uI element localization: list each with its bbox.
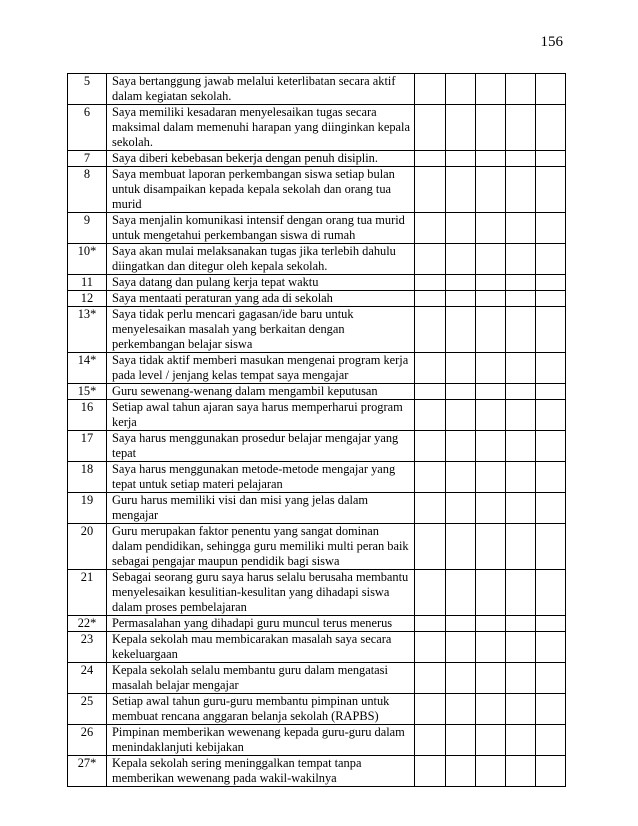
response-cell[interactable] <box>476 524 506 570</box>
item-statement: Saya menjalin komunikasi intensif dengan orang tua murid untuk mengetahui perkembangan siswa di rumah <box>107 213 415 244</box>
response-cell[interactable] <box>536 756 566 787</box>
response-cell[interactable] <box>446 244 476 275</box>
response-cell[interactable] <box>476 275 506 291</box>
response-cell[interactable] <box>506 353 536 384</box>
table-row <box>68 462 566 493</box>
response-cell[interactable] <box>536 524 566 570</box>
table-row <box>68 570 566 616</box>
response-cell[interactable] <box>446 167 476 213</box>
item-statement: Saya mentaati peraturan yang ada di sekolah <box>107 291 415 307</box>
table-row <box>68 616 566 632</box>
item-statement: Kepala sekolah sering meninggalkan tempat tanpa memberikan wewenang pada wakil-wakilnya <box>107 756 415 787</box>
response-cell[interactable] <box>476 151 506 167</box>
table-row <box>68 105 566 151</box>
response-cell[interactable] <box>506 384 536 400</box>
response-cell[interactable] <box>476 307 506 353</box>
response-cell[interactable] <box>446 307 476 353</box>
response-cell[interactable] <box>536 431 566 462</box>
response-cell[interactable] <box>506 725 536 756</box>
response-cell[interactable] <box>506 105 536 151</box>
item-statement: Saya memiliki kesadaran menyelesaikan tugas secara maksimal dalam memenuhi harapan yang diinginkan kepala sekolah. <box>107 105 415 151</box>
item-statement: Saya akan mulai melaksanakan tugas jika terlebih dahulu diingatkan dan ditegur oleh kepala sekolah. <box>107 244 415 275</box>
response-cell[interactable] <box>476 384 506 400</box>
table-row <box>68 384 566 400</box>
item-number: 16 <box>68 400 107 431</box>
table-row <box>68 400 566 431</box>
response-cell[interactable] <box>536 400 566 431</box>
table-row <box>68 431 566 462</box>
item-statement: Sebagai seorang guru saya harus selalu berusaha membantu menyelesaikan kesulitian-kesulitan yang dihadapi siswa dalam proses pembelajaran <box>107 570 415 616</box>
response-cell[interactable] <box>536 74 566 105</box>
response-cell[interactable] <box>415 384 446 400</box>
response-cell[interactable] <box>476 663 506 694</box>
response-cell[interactable] <box>415 524 446 570</box>
response-cell[interactable] <box>415 213 446 244</box>
response-cell[interactable] <box>415 244 446 275</box>
item-statement: Guru merupakan faktor penentu yang sangat dominan dalam pendidikan, sehingga guru memiliki multi peran baik sebagai pengajar maupun pendidik bagi siswa <box>107 524 415 570</box>
response-cell[interactable] <box>536 570 566 616</box>
table-row <box>68 167 566 213</box>
response-cell[interactable] <box>415 756 446 787</box>
response-cell[interactable] <box>476 632 506 663</box>
response-cell[interactable] <box>506 616 536 632</box>
response-cell[interactable] <box>415 725 446 756</box>
table-row <box>68 756 566 787</box>
response-cell[interactable] <box>536 105 566 151</box>
response-cell[interactable] <box>446 291 476 307</box>
response-cell[interactable] <box>536 151 566 167</box>
response-cell[interactable] <box>415 431 446 462</box>
response-cell[interactable] <box>446 105 476 151</box>
response-cell[interactable] <box>506 493 536 524</box>
item-number: 10* <box>68 244 107 275</box>
table-row <box>68 694 566 725</box>
response-cell[interactable] <box>446 353 476 384</box>
response-cell[interactable] <box>536 694 566 725</box>
item-number: 23 <box>68 632 107 663</box>
item-number: 27* <box>68 756 107 787</box>
response-cell[interactable] <box>536 353 566 384</box>
response-cell[interactable] <box>476 694 506 725</box>
table-row <box>68 291 566 307</box>
item-number: 21 <box>68 570 107 616</box>
response-cell[interactable] <box>536 725 566 756</box>
item-number: 13* <box>68 307 107 353</box>
response-cell[interactable] <box>415 353 446 384</box>
item-statement: Setiap awal tahun guru-guru membantu pimpinan untuk membuat rencana anggaran belanja sekolah (RAPBS) <box>107 694 415 725</box>
response-cell[interactable] <box>415 694 446 725</box>
response-cell[interactable] <box>536 167 566 213</box>
response-cell[interactable] <box>476 725 506 756</box>
item-number: 8 <box>68 167 107 213</box>
response-cell[interactable] <box>415 275 446 291</box>
item-statement: Saya diberi kebebasan bekerja dengan penuh disiplin. <box>107 151 415 167</box>
response-cell[interactable] <box>506 291 536 307</box>
response-cell[interactable] <box>536 307 566 353</box>
response-cell[interactable] <box>476 462 506 493</box>
response-cell[interactable] <box>446 431 476 462</box>
response-cell[interactable] <box>476 570 506 616</box>
response-cell[interactable] <box>476 400 506 431</box>
item-number: 18 <box>68 462 107 493</box>
response-cell[interactable] <box>506 167 536 213</box>
response-cell[interactable] <box>476 213 506 244</box>
item-statement: Saya membuat laporan perkembangan siswa setiap bulan untuk disampaikan kepada kepala sekolah dan orang tua murid <box>107 167 415 213</box>
item-number: 5 <box>68 74 107 105</box>
response-cell[interactable] <box>415 570 446 616</box>
response-cell[interactable] <box>446 400 476 431</box>
item-number: 15* <box>68 384 107 400</box>
item-number: 19 <box>68 493 107 524</box>
response-cell[interactable] <box>415 462 446 493</box>
response-cell[interactable] <box>506 756 536 787</box>
response-cell[interactable] <box>506 570 536 616</box>
response-cell[interactable] <box>415 663 446 694</box>
response-cell[interactable] <box>536 493 566 524</box>
item-number: 12 <box>68 291 107 307</box>
response-cell[interactable] <box>536 462 566 493</box>
page-number: 156 <box>540 34 563 50</box>
table-row <box>68 353 566 384</box>
item-statement: Saya harus menggunakan metode-metode mengajar yang tepat untuk setiap materi pelajaran <box>107 462 415 493</box>
response-cell[interactable] <box>506 400 536 431</box>
response-cell[interactable] <box>446 570 476 616</box>
response-cell[interactable] <box>415 616 446 632</box>
table-row <box>68 74 566 105</box>
item-statement: Guru sewenang-wenang dalam mengambil keputusan <box>107 384 415 400</box>
response-cell[interactable] <box>476 493 506 524</box>
response-cell[interactable] <box>506 213 536 244</box>
response-cell[interactable] <box>506 307 536 353</box>
item-number: 26 <box>68 725 107 756</box>
table-row <box>68 493 566 524</box>
item-number: 24 <box>68 663 107 694</box>
response-cell[interactable] <box>506 431 536 462</box>
response-cell[interactable] <box>415 307 446 353</box>
response-cell[interactable] <box>506 663 536 694</box>
item-number: 25 <box>68 694 107 725</box>
response-cell[interactable] <box>536 616 566 632</box>
response-cell[interactable] <box>476 244 506 275</box>
response-cell[interactable] <box>446 524 476 570</box>
response-cell[interactable] <box>536 632 566 663</box>
item-number: 11 <box>68 275 107 291</box>
response-cell[interactable] <box>476 616 506 632</box>
table-row <box>68 151 566 167</box>
response-cell[interactable] <box>446 616 476 632</box>
table-row <box>68 524 566 570</box>
response-cell[interactable] <box>415 493 446 524</box>
response-cell[interactable] <box>506 74 536 105</box>
response-cell[interactable] <box>476 353 506 384</box>
response-cell[interactable] <box>536 384 566 400</box>
response-cell[interactable] <box>506 275 536 291</box>
response-cell[interactable] <box>446 384 476 400</box>
response-cell[interactable] <box>446 151 476 167</box>
response-cell[interactable] <box>476 105 506 151</box>
response-cell[interactable] <box>446 462 476 493</box>
response-cell[interactable] <box>536 275 566 291</box>
item-statement: Pimpinan memberikan wewenang kepada guru-guru dalam menindaklanjuti kebijakan <box>107 725 415 756</box>
response-cell[interactable] <box>476 74 506 105</box>
item-statement: Guru harus memiliki visi dan misi yang jelas dalam mengajar <box>107 493 415 524</box>
response-cell[interactable] <box>536 213 566 244</box>
item-statement: Saya datang dan pulang kerja tepat waktu <box>107 275 415 291</box>
response-cell[interactable] <box>536 291 566 307</box>
response-cell[interactable] <box>415 74 446 105</box>
response-cell[interactable] <box>415 167 446 213</box>
item-statement: Kepala sekolah selalu membantu guru dalam mengatasi masalah belajar mengajar <box>107 663 415 694</box>
table-row <box>68 632 566 663</box>
response-cell[interactable] <box>415 632 446 663</box>
response-cell[interactable] <box>506 462 536 493</box>
response-cell[interactable] <box>446 663 476 694</box>
response-cell[interactable] <box>476 756 506 787</box>
response-cell[interactable] <box>506 151 536 167</box>
response-cell[interactable] <box>446 725 476 756</box>
item-statement: Permasalahan yang dihadapi guru muncul terus menerus <box>107 616 415 632</box>
table-row <box>68 725 566 756</box>
response-cell[interactable] <box>446 74 476 105</box>
response-cell[interactable] <box>415 291 446 307</box>
response-cell[interactable] <box>446 694 476 725</box>
item-number: 6 <box>68 105 107 151</box>
item-number: 7 <box>68 151 107 167</box>
item-number: 9 <box>68 213 107 244</box>
response-cell[interactable] <box>506 694 536 725</box>
response-cell[interactable] <box>415 105 446 151</box>
response-cell[interactable] <box>446 213 476 244</box>
response-cell[interactable] <box>506 524 536 570</box>
item-statement: Kepala sekolah mau membicarakan masalah saya secara kekeluargaan <box>107 632 415 663</box>
response-cell[interactable] <box>446 756 476 787</box>
table-row <box>68 275 566 291</box>
table-row <box>68 663 566 694</box>
response-cell[interactable] <box>446 632 476 663</box>
item-statement: Setiap awal tahun ajaran saya harus memperharui program kerja <box>107 400 415 431</box>
response-cell[interactable] <box>476 291 506 307</box>
item-number: 20 <box>68 524 107 570</box>
table-row <box>68 244 566 275</box>
item-number: 14* <box>68 353 107 384</box>
response-cell[interactable] <box>476 431 506 462</box>
item-statement: Saya tidak aktif memberi masukan mengenai program kerja pada level / jenjang kelas tempat saya mengajar <box>107 353 415 384</box>
item-statement: Saya tidak perlu mencari gagasan/ide baru untuk menyelesaikan masalah yang berkaitan dengan perkembangan belajar siswa <box>107 307 415 353</box>
response-cell[interactable] <box>536 244 566 275</box>
response-cell[interactable] <box>506 632 536 663</box>
table-row <box>68 213 566 244</box>
table-row <box>68 307 566 353</box>
item-number: 22* <box>68 616 107 632</box>
response-cell[interactable] <box>446 493 476 524</box>
item-statement: Saya bertanggung jawab melalui keterlibatan secara aktif dalam kegiatan sekolah. <box>107 74 415 105</box>
response-cell[interactable] <box>415 400 446 431</box>
response-cell[interactable] <box>476 167 506 213</box>
item-number: 17 <box>68 431 107 462</box>
response-cell[interactable] <box>415 151 446 167</box>
questionnaire-table <box>67 73 566 787</box>
response-cell[interactable] <box>536 663 566 694</box>
item-statement: Saya harus menggunakan prosedur belajar mengajar yang tepat <box>107 431 415 462</box>
response-cell[interactable] <box>446 275 476 291</box>
response-cell[interactable] <box>506 244 536 275</box>
